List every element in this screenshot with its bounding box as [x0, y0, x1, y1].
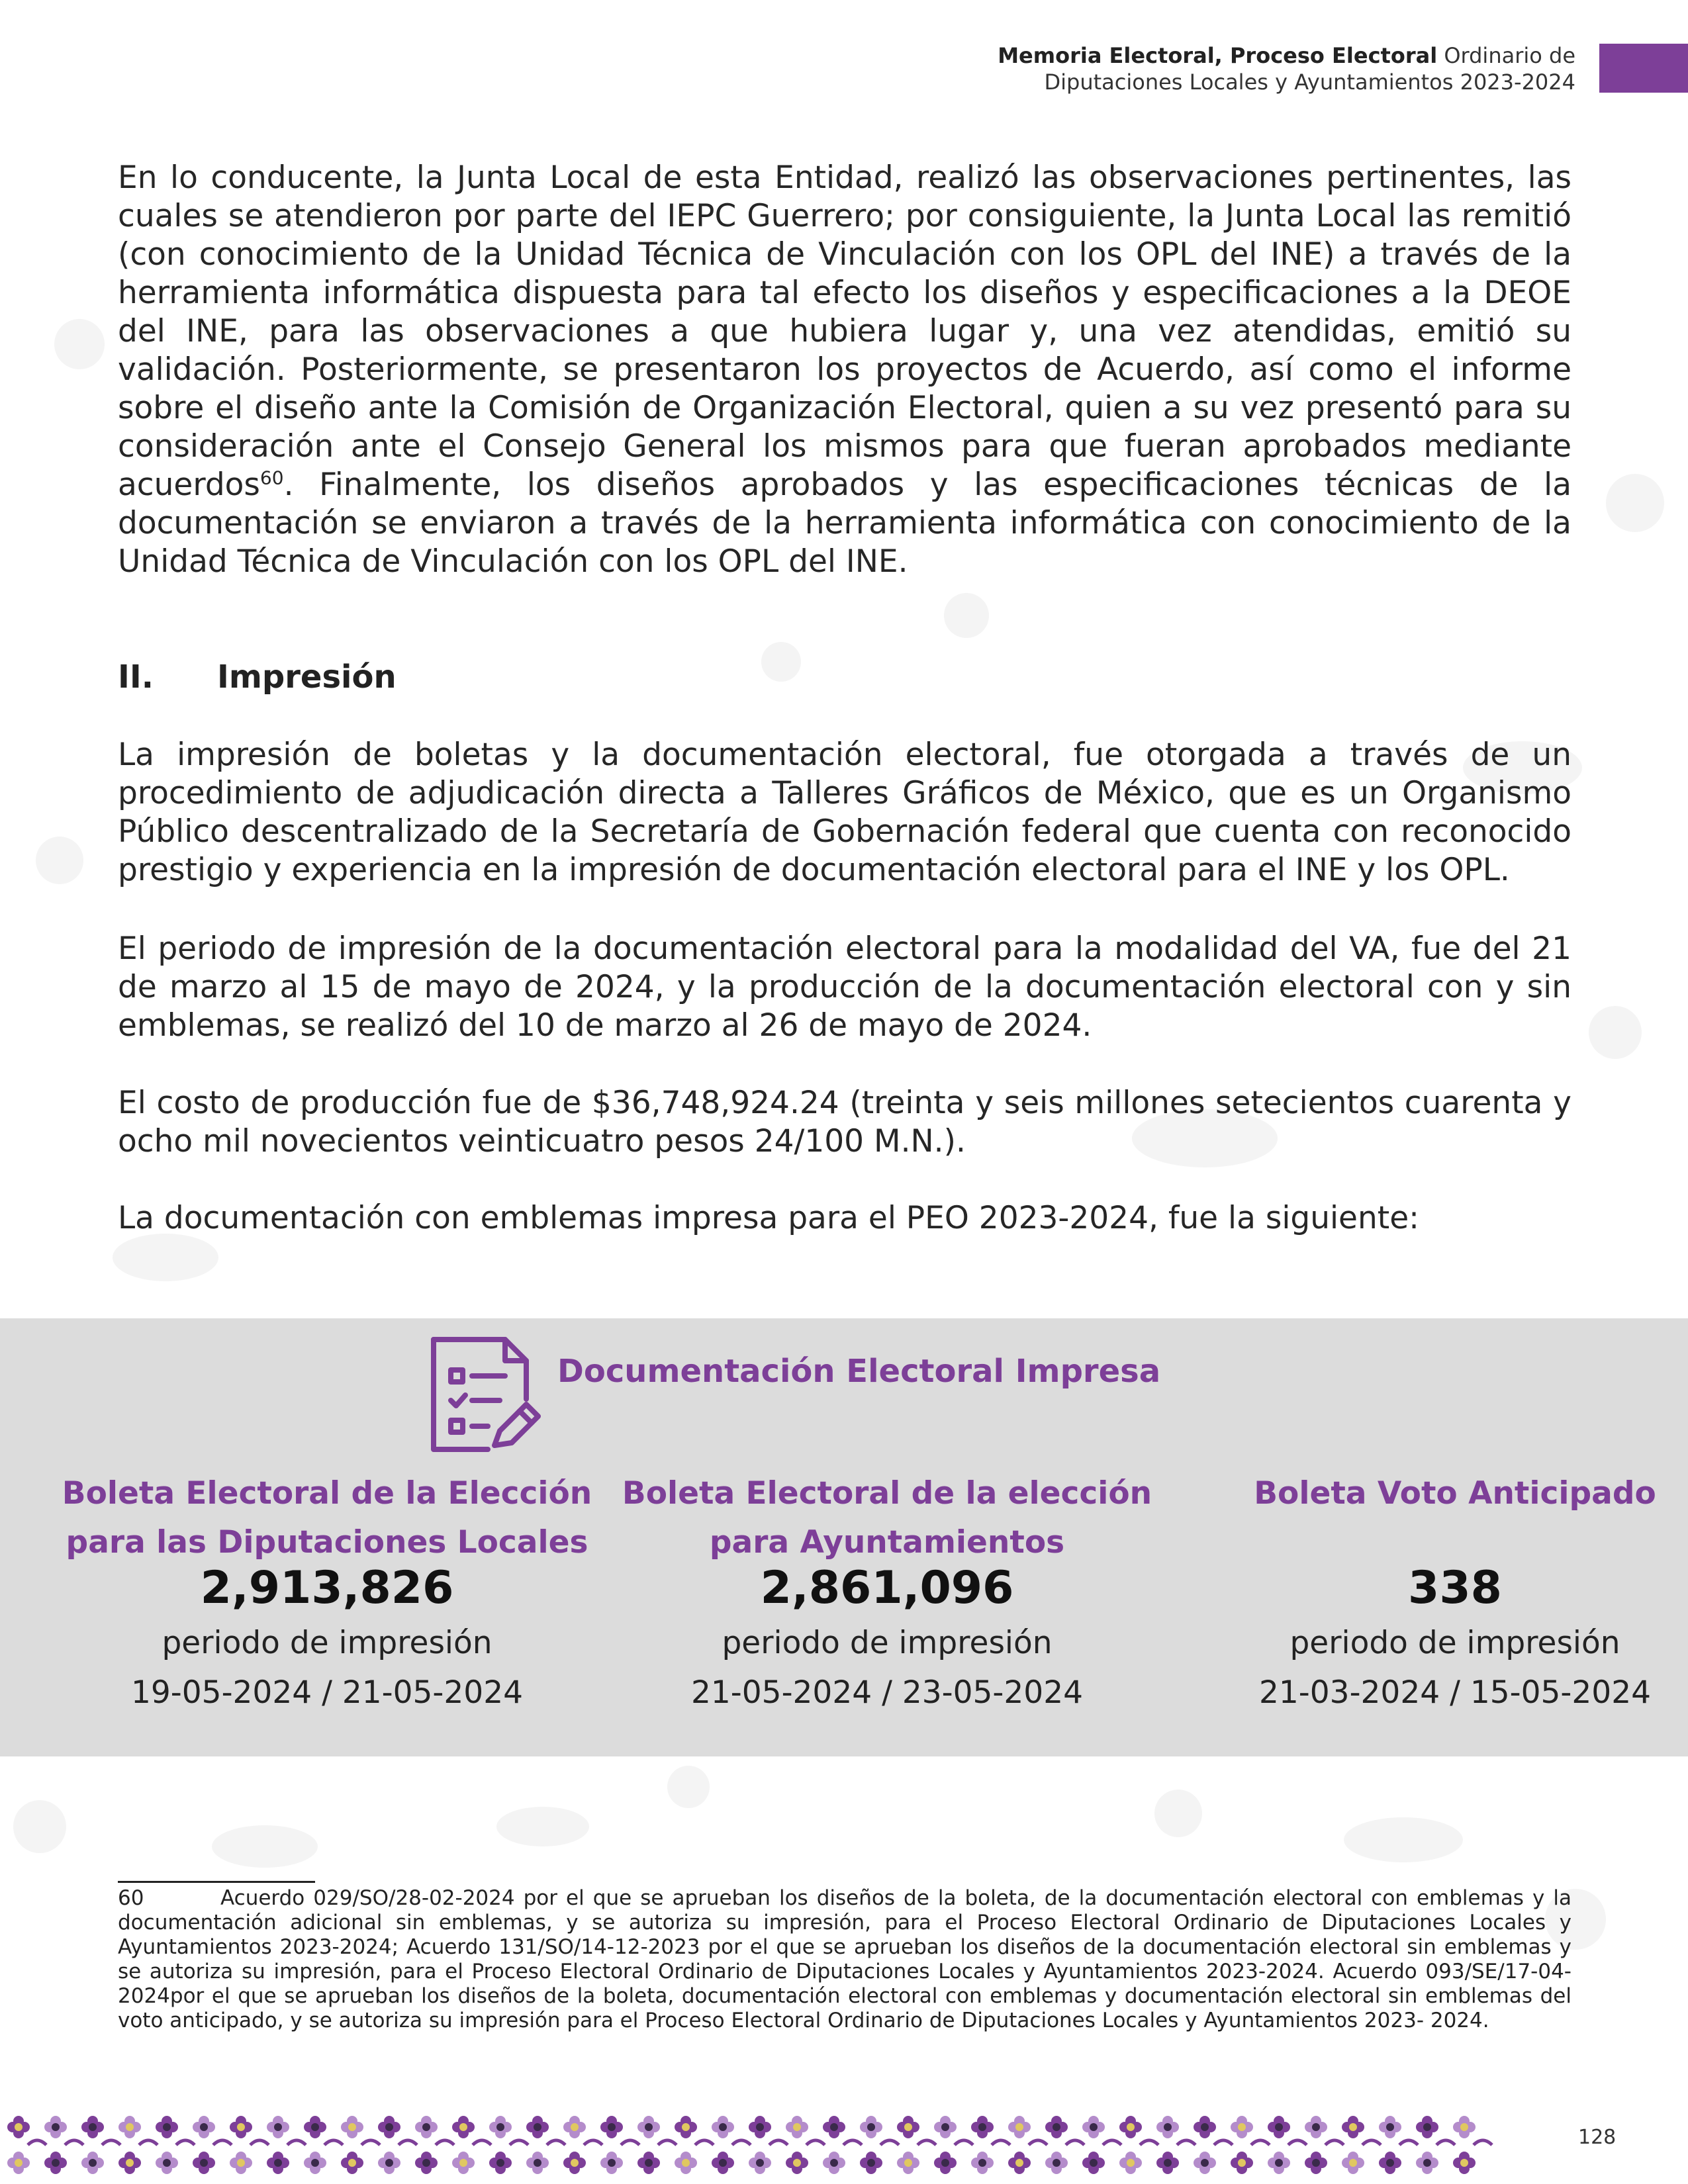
embroidery-vine	[695, 2140, 714, 2145]
header-accent-tab	[1599, 44, 1688, 93]
embroidery-vine	[399, 2140, 417, 2145]
embroidery-flower-motif	[786, 2116, 808, 2138]
paragraph-documentacion-intro: La documentación con emblemas impresa para el PEO 2023-2024, fue la siguiente:	[118, 1200, 1419, 1236]
embroidery-vine	[250, 2140, 269, 2145]
paragraph1-text-a: En lo conducente, la Junta Local de esta Entidad, realizó las observaciones pertinentes, las cuales se atendieron por parte del IEPC Guerrero; por consiguiente, la Junta Local las remitió (con conocimiento de la Unidad Técnica de Vinculación con los OPL del INE) a través de la herramienta informática dispuesta para tal efecto los diseños y especificaciones a la DEOE del INE, para las observaciones a que hubiera lugar y, una vez atendidas, emitió su validación. Posteriormente, se presentaron los proyectos de Acuerdo, así como el informe sobre el diseño ante la Comisión de Organización Electoral, quien a su vez presentó para su consideración ante el Consejo General los mismos para que fueran aprobados mediante acuerdos	[118, 159, 1571, 503]
embroidery-vine	[1436, 2140, 1455, 2145]
embroidery-flower-motif	[823, 2152, 845, 2174]
stat-label-line2: para las Diputaciones Locales	[66, 1524, 588, 1561]
embroidery-flower-motif	[1342, 2116, 1364, 2138]
embroidery-flower-motif	[1119, 2152, 1142, 2174]
section-heading	[118, 659, 397, 696]
embroidery-border-decoration	[0, 2107, 1503, 2184]
paragraph1-text-b: . Finalmente, los diseños aprobados y las especificaciones técnicas de la documentación se enviaron a través de la herramienta informática con conocimiento de la Unidad Técnica de Vinculación con los OPL del INE.	[118, 467, 1571, 580]
embroidery-flower-motif	[1268, 2152, 1290, 2174]
page-number: 128	[1578, 2126, 1617, 2149]
embroidery-flower-motif	[1342, 2152, 1364, 2174]
stat-dates: 21-05-2024 / 23-05-2024	[691, 1674, 1083, 1711]
embroidery-flower-motif	[415, 2116, 438, 2138]
embroidery-flower-motif	[230, 2152, 252, 2174]
embroidery-flower-motif	[1156, 2116, 1179, 2138]
paragraph-costo: El costo de producción fue de $36,748,924.24 (treinta y seis millones setecientos cuarenta y ocho mil novecientos veinticuatro pesos 24/100 M.N.).	[118, 1085, 1571, 1160]
embroidery-flower-motif	[934, 2116, 957, 2138]
embroidery-flower-motif	[267, 2116, 289, 2138]
embroidery-flower-motif	[675, 2152, 697, 2174]
embroidery-flower-motif	[156, 2152, 178, 2174]
embroidery-flower-motif	[452, 2152, 475, 2174]
embroidery-flower-motif	[341, 2116, 363, 2138]
paragraph-periodo: El periodo de impresión de la documentación electoral para la modalidad del VA, fue del 21 de marzo al 15 de mayo de 2024, y la producción de la documentación electoral con y sin emblemas, se realizó del 10 de marzo al 26 de mayo de 2024.	[118, 931, 1571, 1044]
stat-dates: 21-03-2024 / 15-05-2024	[1259, 1674, 1651, 1711]
stat-caption: periodo de impresión	[722, 1625, 1053, 1661]
embroidery-vine	[732, 2140, 751, 2145]
stat-label-line2: para Ayuntamientos	[709, 1524, 1065, 1561]
stat-dates: 19-05-2024 / 21-05-2024	[131, 1674, 523, 1711]
panel-title: Documentación Electoral Impresa	[557, 1353, 1161, 1390]
embroidery-vine	[1103, 2140, 1121, 2145]
embroidery-flower-motif	[1231, 2152, 1253, 2174]
embroidery-vine	[880, 2140, 899, 2145]
embroidery-flower-motif	[118, 2116, 141, 2138]
embroidery-flower-motif	[934, 2152, 957, 2174]
embroidery-vine	[1066, 2140, 1084, 2145]
embroidery-vine	[843, 2140, 862, 2145]
embroidery-vine	[65, 2140, 83, 2145]
stat-label-line1: Boleta Electoral de la elección	[622, 1475, 1152, 1512]
embroidery-flower-motif	[156, 2116, 178, 2138]
header-title-bold: Memoria Electoral, Proceso Electoral	[998, 43, 1438, 68]
section-number: II.	[118, 659, 154, 696]
embroidery-flower-motif	[1008, 2116, 1031, 2138]
embroidery-vine	[1251, 2140, 1270, 2145]
embroidery-flower-motif	[304, 2116, 326, 2138]
embroidery-flower-motif	[637, 2116, 660, 2138]
embroidery-flower-motif	[118, 2152, 141, 2174]
footnote-text: Acuerdo 029/SO/28-02-2024 por el que se aprueban los diseños de la boleta, de la documentación electoral con emblemas y la documentación adicional sin emblemas, y se autoriza su impresión, para el Proceso Electoral Ordinario de Diputaciones Locales y Ayuntamientos 2023-2024; Acuerdo 131/SO/14-12-2023 por el que se aprueban los diseños de la documentación electoral sin emblemas y se autoriza su impresión, para el Proceso Electoral Ordinario de Diputaciones Locales y Ayuntamientos 2023-2024. Acuerdo 093/SE/17-04-2024por el que se aprueban los diseños de la boleta, documentación electoral con emblemas y documentación electoral sin emblemas del voto anticipado, y se autoriza su impresión para el Proceso Electoral Ordinario de Diputaciones Locales y Ayuntamientos 2023- 2024.	[118, 1886, 1571, 2032]
stat-boleta-ayuntamientos	[602, 1469, 1172, 1718]
embroidery-vine	[436, 2140, 454, 2145]
header-title-rest: Ordinario de	[1437, 43, 1575, 68]
embroidery-flower-motif	[1453, 2116, 1476, 2138]
embroidery-flower-motif	[897, 2152, 919, 2174]
stat-count: 338	[1408, 1562, 1502, 1614]
embroidery-vine	[621, 2140, 639, 2145]
embroidery-vine	[769, 2140, 788, 2145]
embroidery-flower-motif	[1156, 2152, 1179, 2174]
embroidery-flower-motif	[193, 2152, 215, 2174]
embroidery-flower-motif	[1008, 2152, 1031, 2174]
header-subtitle: Diputaciones Locales y Ayuntamientos 2023-2024	[1044, 69, 1575, 95]
embroidery-flower-motif	[81, 2116, 104, 2138]
embroidery-flower-motif	[860, 2152, 882, 2174]
embroidery-flower-motif	[897, 2116, 919, 2138]
embroidery-flower-motif	[823, 2116, 845, 2138]
footnote-reference-60: 60	[259, 467, 284, 489]
embroidery-flower-motif	[675, 2116, 697, 2138]
embroidery-flower-motif	[1045, 2116, 1068, 2138]
embroidery-vine	[473, 2140, 491, 2145]
stat-label-line1: Boleta Electoral de la Elección	[62, 1475, 592, 1512]
embroidery-flower-motif	[489, 2152, 512, 2174]
embroidery-flower-motif	[712, 2116, 734, 2138]
paragraph-junta-local	[118, 159, 1571, 581]
embroidery-flower-motif	[1194, 2116, 1216, 2138]
embroidery-flower-motif	[786, 2152, 808, 2174]
embroidery-vine	[658, 2140, 677, 2145]
embroidery-vine	[806, 2140, 825, 2145]
embroidery-flower-motif	[1194, 2152, 1216, 2174]
embroidery-vine	[1362, 2140, 1381, 2145]
embroidery-vine	[361, 2140, 380, 2145]
embroidery-flower-motif	[7, 2152, 30, 2174]
embroidery-flower-motif	[526, 2116, 549, 2138]
embroidery-flower-motif	[749, 2116, 771, 2138]
embroidery-flower-motif	[600, 2152, 623, 2174]
embroidery-vine	[324, 2140, 343, 2145]
embroidery-flower-motif	[1305, 2116, 1327, 2138]
embroidery-flower-motif	[1379, 2116, 1401, 2138]
paragraph-impresion: La impresión de boletas y la documentación electoral, fue otorgada a través de un procedimiento de adjudicación directa a Talleres Gráficos de México, que es un Organismo Público descentralizado de la Secretaría de Gobernación federal que cuenta con reconocido prestigio y experiencia en la impresión de documentación electoral para el INE y los OPL.	[118, 737, 1571, 888]
embroidery-flower-motif	[378, 2116, 400, 2138]
embroidery-flower-motif	[712, 2152, 734, 2174]
embroidery-flower-motif	[749, 2152, 771, 2174]
embroidery-vine	[955, 2140, 973, 2145]
embroidery-flower-motif	[81, 2152, 104, 2174]
embroidery-flower-motif	[415, 2152, 438, 2174]
embroidery-vine	[1325, 2140, 1344, 2145]
section-title: Impresión	[217, 659, 397, 696]
printed-documentation-panel	[0, 1318, 1688, 1756]
embroidery-vine	[287, 2140, 306, 2145]
embroidery-vine	[992, 2140, 1010, 2145]
embroidery-flower-motif	[44, 2116, 67, 2138]
stat-label	[1170, 1469, 1688, 1567]
stat-boleta-diputaciones	[42, 1469, 612, 1718]
embroidery-flower-motif	[341, 2152, 363, 2174]
embroidery-flower-motif	[1416, 2116, 1438, 2138]
embroidery-flower-motif	[1379, 2152, 1401, 2174]
embroidery-flower-motif	[267, 2152, 289, 2174]
embroidery-vine	[176, 2140, 195, 2145]
embroidery-vine	[213, 2140, 232, 2145]
embroidery-vine	[1288, 2140, 1307, 2145]
embroidery-vine	[139, 2140, 158, 2145]
embroidery-flower-motif	[44, 2152, 67, 2174]
embroidery-flower-motif	[860, 2116, 882, 2138]
stat-boleta-voto-anticipado	[1170, 1469, 1688, 1718]
embroidery-vine	[547, 2140, 565, 2145]
stat-label	[602, 1469, 1172, 1567]
embroidery-flower-motif	[1305, 2152, 1327, 2174]
embroidery-vine	[510, 2140, 528, 2145]
embroidery-vine	[28, 2140, 46, 2145]
embroidery-flower-motif	[1045, 2152, 1068, 2174]
stat-count: 2,913,826	[200, 1562, 454, 1614]
embroidery-flower-motif	[1082, 2116, 1105, 2138]
embroidery-flower-motif	[971, 2116, 994, 2138]
embroidery-vine	[1399, 2140, 1418, 2145]
embroidery-vine	[1214, 2140, 1233, 2145]
embroidery-vine	[1474, 2140, 1492, 2145]
footnote-60	[118, 1886, 1571, 2033]
embroidery-flower-motif	[1231, 2116, 1253, 2138]
embroidery-flower-motif	[452, 2116, 475, 2138]
running-header	[998, 42, 1575, 95]
embroidery-flower-motif	[526, 2152, 549, 2174]
embroidery-vine	[917, 2140, 936, 2145]
embroidery-flower-motif	[1082, 2152, 1105, 2174]
embroidery-flower-motif	[489, 2116, 512, 2138]
embroidery-flower-motif	[1416, 2152, 1438, 2174]
embroidery-flower-motif	[637, 2152, 660, 2174]
embroidery-flower-motif	[193, 2116, 215, 2138]
embroidery-flower-motif	[304, 2152, 326, 2174]
stat-caption: periodo de impresión	[1289, 1625, 1620, 1661]
stat-label-line1: Boleta Voto Anticipado	[1254, 1475, 1656, 1512]
embroidery-flower-motif	[230, 2116, 252, 2138]
document-checklist-pencil-icon	[427, 1336, 543, 1455]
embroidery-flower-motif	[7, 2116, 30, 2138]
embroidery-flower-motif	[563, 2116, 586, 2138]
stat-label	[42, 1469, 612, 1567]
stat-count: 2,861,096	[760, 1562, 1014, 1614]
embroidery-flower-motif	[971, 2152, 994, 2174]
embroidery-flower-motif	[378, 2152, 400, 2174]
stat-caption: periodo de impresión	[162, 1625, 492, 1661]
embroidery-vine	[1177, 2140, 1196, 2145]
footnote-number: 60	[118, 1886, 144, 1910]
embroidery-vine	[1029, 2140, 1047, 2145]
embroidery-vine	[1140, 2140, 1158, 2145]
footnote-separator	[118, 1881, 315, 1883]
embroidery-flower-motif	[1453, 2152, 1476, 2174]
embroidery-flower-motif	[600, 2116, 623, 2138]
embroidery-vine	[102, 2140, 120, 2145]
embroidery-flower-motif	[1268, 2116, 1290, 2138]
embroidery-flower-motif	[563, 2152, 586, 2174]
embroidery-vine	[584, 2140, 602, 2145]
embroidery-flower-motif	[1119, 2116, 1142, 2138]
